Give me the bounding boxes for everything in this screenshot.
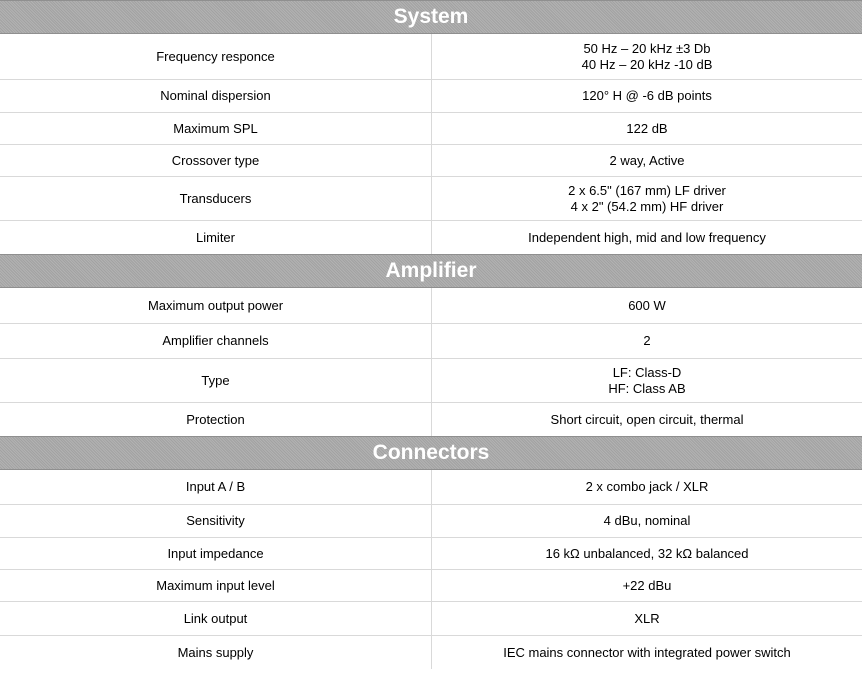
spec-row-type: [0, 359, 862, 403]
spec-row-mains-supply: [0, 636, 862, 669]
spec-label: Mains supply: [0, 636, 432, 669]
spec-value-line: 2 x 6.5" (167 mm) LF driver: [568, 182, 726, 198]
section-system: [0, 0, 862, 254]
spec-value-line: 2: [643, 333, 651, 348]
spec-value-line: 2 way, Active: [609, 152, 685, 168]
spec-value-line: 600 W: [628, 297, 666, 313]
spec-value-line: 40 Hz – 20 kHz -10 dB: [581, 56, 713, 72]
spec-value: [432, 324, 862, 358]
spec-value-line: 16 kΩ unbalanced, 32 kΩ balanced: [545, 545, 749, 561]
section-title: System: [393, 5, 469, 28]
spec-value-line: +22 dBu: [622, 577, 672, 593]
spec-row-maximum-output-power: [0, 288, 862, 324]
spec-value-line: 2 x combo jack / XLR: [585, 479, 709, 494]
section-amplifier: [0, 254, 862, 436]
spec-label: Nominal dispersion: [0, 80, 432, 112]
spec-label: Transducers: [0, 177, 432, 220]
spec-value: [432, 288, 862, 323]
section-title: Connectors: [372, 441, 490, 464]
spec-value: [432, 80, 862, 112]
spec-row-maximum-input-level: [0, 570, 862, 602]
spec-label: Frequency responce: [0, 34, 432, 79]
spec-value-line: 50 Hz – 20 kHz ±3 Db: [583, 40, 711, 56]
spec-row-nominal-dispersion: [0, 80, 862, 113]
spec-row-link-output: [0, 602, 862, 636]
spec-label: Limiter: [0, 221, 432, 254]
spec-value: [432, 403, 862, 436]
spec-label: Maximum input level: [0, 570, 432, 601]
spec-label: Input impedance: [0, 538, 432, 569]
spec-value: [432, 470, 862, 504]
spec-value: [432, 113, 862, 144]
spec-value-line: HF: Class AB: [608, 380, 686, 396]
spec-label: Amplifier channels: [0, 324, 432, 358]
spec-label: Protection: [0, 403, 432, 436]
spec-row-frequency-response: [0, 34, 862, 80]
spec-label: Sensitivity: [0, 505, 432, 537]
spec-value: [432, 636, 862, 669]
spec-label: Maximum output power: [0, 288, 432, 323]
spec-value: [432, 177, 862, 220]
spec-label: Link output: [0, 602, 432, 635]
spec-row-maximum-spl: [0, 113, 862, 145]
spec-value: [432, 505, 862, 537]
spec-value-line: 4 dBu, nominal: [603, 513, 691, 528]
spec-label: Maximum SPL: [0, 113, 432, 144]
spec-row-amplifier-channels: [0, 324, 862, 359]
section-header-system: [0, 0, 862, 34]
spec-value-line: IEC mains connector with integrated power switch: [503, 644, 791, 660]
spec-row-transducers: [0, 177, 862, 221]
spec-value-line: Short circuit, open circuit, thermal: [550, 411, 744, 427]
spec-value-line: 120° H @ -6 dB points: [582, 88, 712, 103]
spec-value: [432, 145, 862, 176]
spec-value: [432, 602, 862, 635]
spec-label: Type: [0, 359, 432, 402]
section-header-amplifier: [0, 254, 862, 288]
spec-value-line: XLR: [634, 610, 660, 626]
spec-value: [432, 34, 862, 79]
spec-row-crossover-type: [0, 145, 862, 177]
spec-label: Input A / B: [0, 470, 432, 504]
section-title: Amplifier: [385, 259, 477, 282]
spec-label: Crossover type: [0, 145, 432, 176]
section-connectors: [0, 436, 862, 669]
spec-value: [432, 538, 862, 569]
spec-row-input-a-b: [0, 470, 862, 505]
spec-value-line: 4 x 2" (54.2 mm) HF driver: [570, 198, 724, 214]
spec-value-line: LF: Class-D: [612, 364, 682, 380]
section-header-connectors: [0, 436, 862, 470]
spec-value-line: 122 dB: [626, 120, 668, 136]
spec-value: [432, 221, 862, 254]
spec-value: [432, 359, 862, 402]
spec-value-line: Independent high, mid and low frequency: [528, 229, 766, 245]
spec-value: [432, 570, 862, 601]
spec-row-protection: [0, 403, 862, 436]
spec-row-input-impedance: [0, 538, 862, 570]
spec-row-limiter: [0, 221, 862, 254]
spec-row-sensitivity: [0, 505, 862, 538]
